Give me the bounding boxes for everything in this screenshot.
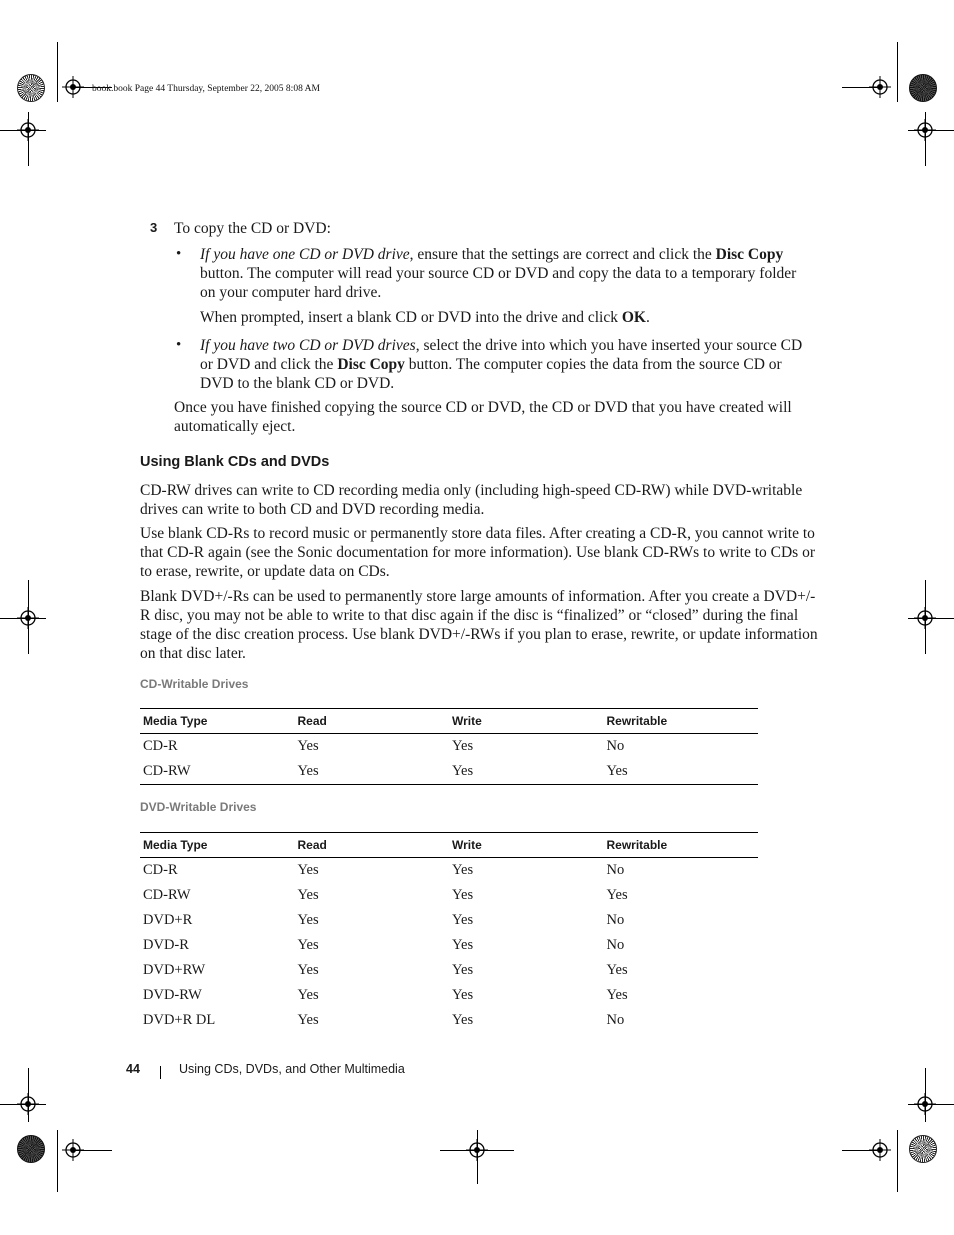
table-cell: Yes [297, 987, 319, 1003]
table-cell: Yes [452, 937, 474, 953]
table-cell: CD-RW [143, 887, 191, 903]
crop-line [897, 42, 898, 102]
table-cell: Yes [604, 759, 759, 785]
print-slug: book.book Page 44 Thursday, September 22, 2005 8:08 AM [92, 84, 320, 94]
registration-mark-icon [17, 119, 39, 141]
cd-writable-table [140, 708, 758, 785]
bullet-lead: If you have one CD or DVD drive [200, 246, 410, 263]
column-header: Rewritable [604, 709, 759, 734]
bullet-icon: • [176, 246, 182, 262]
table-cell: Yes [452, 1012, 474, 1028]
registration-mark-icon [17, 607, 39, 629]
table-row [140, 908, 758, 933]
ui-term: Disc Copy [337, 356, 405, 373]
table-cell: Yes [449, 759, 604, 785]
ui-term: OK [621, 309, 646, 326]
bullet-paragraph [200, 245, 815, 302]
table-cell: Yes [297, 1012, 319, 1028]
registration-mark-icon [914, 1093, 936, 1115]
table-cell: CD-RW [140, 759, 295, 785]
bullet-text: , select the drive into which you have inserted your source CD or DVD and click the [200, 337, 803, 373]
registration-mark-icon [62, 76, 84, 98]
ui-term: Disc Copy [715, 246, 784, 263]
star-target-icon [909, 74, 937, 102]
table-cell: No [606, 937, 625, 953]
table-cell: Yes [606, 962, 628, 978]
bullet-icon: • [176, 337, 182, 353]
registration-mark-icon [869, 1139, 891, 1161]
table-cell: DVD-RW [143, 987, 202, 1003]
star-target-icon [17, 74, 45, 102]
table-title: DVD-Writable Drives [140, 800, 257, 814]
step-closing: Once you have finished copying the source CD or DVD, the CD or DVD that you have created will automatically eject. [174, 399, 792, 435]
bullet-text: , ensure that the settings are correct and click the [409, 246, 716, 263]
column-header: Write [449, 709, 604, 734]
column-header: Write [449, 833, 604, 858]
table-cell: Yes [295, 759, 450, 785]
body-paragraph: CD-RW drives can write to CD recording media only (including high-speed CD-RW) while DVD-writable drives can write to both CD and DVD recording media. [140, 482, 803, 518]
table-cell: Yes [297, 862, 319, 878]
table-header-row [140, 833, 758, 858]
table-cell: DVD-R [143, 937, 189, 953]
table-cell: Yes [452, 887, 474, 903]
registration-mark-icon [466, 1139, 488, 1161]
dvd-writable-table [140, 832, 758, 1033]
table-cell: Yes [297, 738, 319, 754]
column-header: Media Type [140, 709, 295, 734]
table-row [140, 958, 758, 983]
table-title: CD-Writable Drives [140, 677, 249, 691]
column-header: Media Type [140, 833, 295, 858]
page-number: 44 [126, 1062, 140, 1076]
bullet-text: button. The computer will read your source CD or DVD and copy the data to a temporary folder on your computer hard drive. [200, 265, 797, 301]
table-cell: Yes [452, 987, 474, 1003]
bullet-paragraph [200, 336, 815, 393]
registration-mark-icon [869, 76, 891, 98]
table-row [140, 883, 758, 908]
table-cell: No [606, 912, 625, 928]
star-target-icon [909, 1135, 937, 1163]
table-row [140, 1008, 758, 1033]
subparagraph-text: . [645, 309, 650, 326]
table-cell: CD-R [143, 862, 178, 878]
table-cell: Yes [452, 912, 474, 928]
table-row [140, 734, 758, 760]
column-header: Read [295, 709, 450, 734]
table-row [140, 983, 758, 1008]
table-row [140, 759, 758, 785]
bullet-lead: If you have two CD or DVD drives [200, 337, 416, 354]
registration-mark-icon [62, 1139, 84, 1161]
table-cell: No [606, 862, 625, 878]
column-header: Read [295, 833, 450, 858]
crop-line [897, 1130, 898, 1192]
table-cell: Yes [452, 738, 474, 754]
step-number: 3 [150, 220, 158, 235]
table-cell: Yes [606, 887, 628, 903]
table-row [140, 933, 758, 958]
column-header: Rewritable [604, 833, 759, 858]
crop-line [57, 42, 58, 102]
table-cell: DVD+RW [143, 962, 206, 978]
chapter-title: Using CDs, DVDs, and Other Multimedia [179, 1062, 405, 1076]
footer-divider [160, 1066, 161, 1079]
table-cell: No [606, 1012, 625, 1028]
table-row [140, 858, 758, 884]
table-header-row [140, 709, 758, 734]
bullet-text: button. The computer copies the data from the source CD or DVD to the blank CD or DVD. [200, 356, 782, 392]
table-cell: Yes [452, 962, 474, 978]
table-cell: Yes [606, 987, 628, 1003]
table-cell: DVD+R DL [143, 1012, 216, 1028]
body-paragraph: Use blank CD-Rs to record music or permanently store data files. After creating a CD-R, you cannot write to that CD-R again (see the Sonic documentation for more information). Use blank CD-RWs to write to CDs or to erase, rewrite, or update data on CDs. [140, 525, 815, 580]
bullet-subparagraph [200, 308, 815, 327]
table-cell: Yes [297, 887, 319, 903]
body-paragraph: Blank DVD+/-Rs can be used to permanently store large amounts of information. After you create a DVD+/-R disc, you may not be able to write to that disc again if the disc is “finalized” or “closed” during the final stage of the disc creation process. Use blank DVD+/-RWs if you plan to erase, rewrite, or update information on that disc later. [140, 588, 818, 662]
section-heading: Using Blank CDs and DVDs [140, 454, 330, 470]
registration-mark-icon [914, 607, 936, 629]
crop-line [57, 1130, 58, 1192]
table-cell: CD-R [143, 738, 178, 754]
table-cell: Yes [452, 862, 474, 878]
table-cell: No [606, 738, 625, 754]
registration-mark-icon [914, 119, 936, 141]
table-cell: Yes [297, 912, 319, 928]
table-cell: DVD+R [143, 912, 193, 928]
table-cell: Yes [297, 962, 319, 978]
star-target-icon [17, 1135, 45, 1163]
table-cell: Yes [297, 937, 319, 953]
subparagraph-text: When prompted, insert a blank CD or DVD into the drive and click [200, 309, 622, 326]
registration-mark-icon [17, 1093, 39, 1115]
step-text: To copy the CD or DVD: [174, 220, 331, 237]
